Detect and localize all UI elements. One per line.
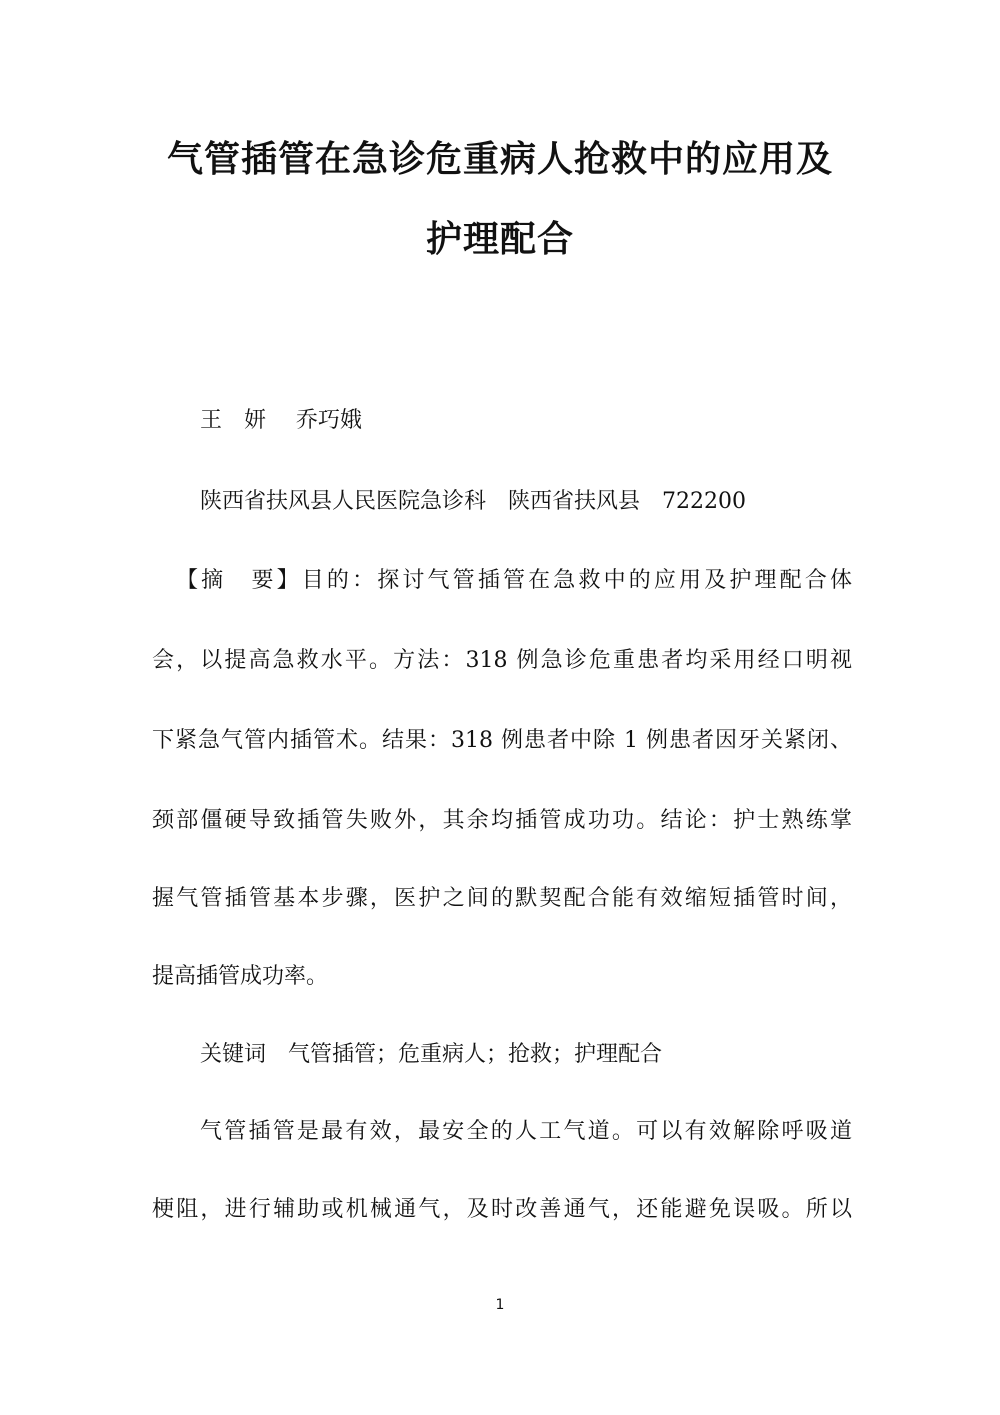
abstract-line-3: 下紧急气管内插管术。结果：318 例患者中除 1 例患者因牙关紧闭、 [152, 728, 852, 753]
body-line-2: 梗阻，进行辅助或机械通气，及时改善通气，还能避免误吸。所以 [152, 1197, 852, 1222]
abstract-line-2: 会，以提高急救水平。方法：318 例急诊危重患者均采用经口明视 [152, 648, 852, 673]
title-line-2: 护理配合 [425, 219, 574, 260]
affiliation-location: 陕西省扶风县 [508, 489, 641, 514]
abstract-label: 【摘 要】 [176, 568, 302, 593]
abstract-text-1: 目的：探讨气管插管在急救中的应用及护理配合体 [301, 568, 852, 593]
abstract-line-4: 颈部僵硬导致插管失败外，其余均插管成功功。结论：护士熟练掌 [152, 808, 852, 833]
affiliation-institution: 陕西省扶风县人民医院急诊科 [200, 489, 487, 514]
authors [200, 406, 900, 436]
page-number: 1 [495, 1297, 505, 1313]
keywords-label: 关键词 [200, 1042, 267, 1067]
author-2: 乔巧娥 [296, 408, 363, 433]
title-line-1: 气管插管在急诊危重病人抢救中的应用及 [166, 139, 833, 180]
affiliation-postcode: 722200 [662, 489, 747, 514]
abstract-line-5: 握气管插管基本步骤，医护之间的默契配合能有效缩短插管时间， [152, 886, 852, 911]
body-line-1: 气管插管是最有效，最安全的人工气道。可以有效解除呼吸道 [200, 1119, 852, 1144]
abstract-line-6: 提高插管成功率。 [152, 964, 329, 989]
author-1: 王 妍 [200, 408, 267, 433]
abstract-line-1 [176, 566, 852, 596]
affiliation [200, 487, 900, 517]
keywords-text: 气管插管；危重病人；抢救；护理配合 [288, 1042, 663, 1067]
keywords [200, 1040, 900, 1070]
